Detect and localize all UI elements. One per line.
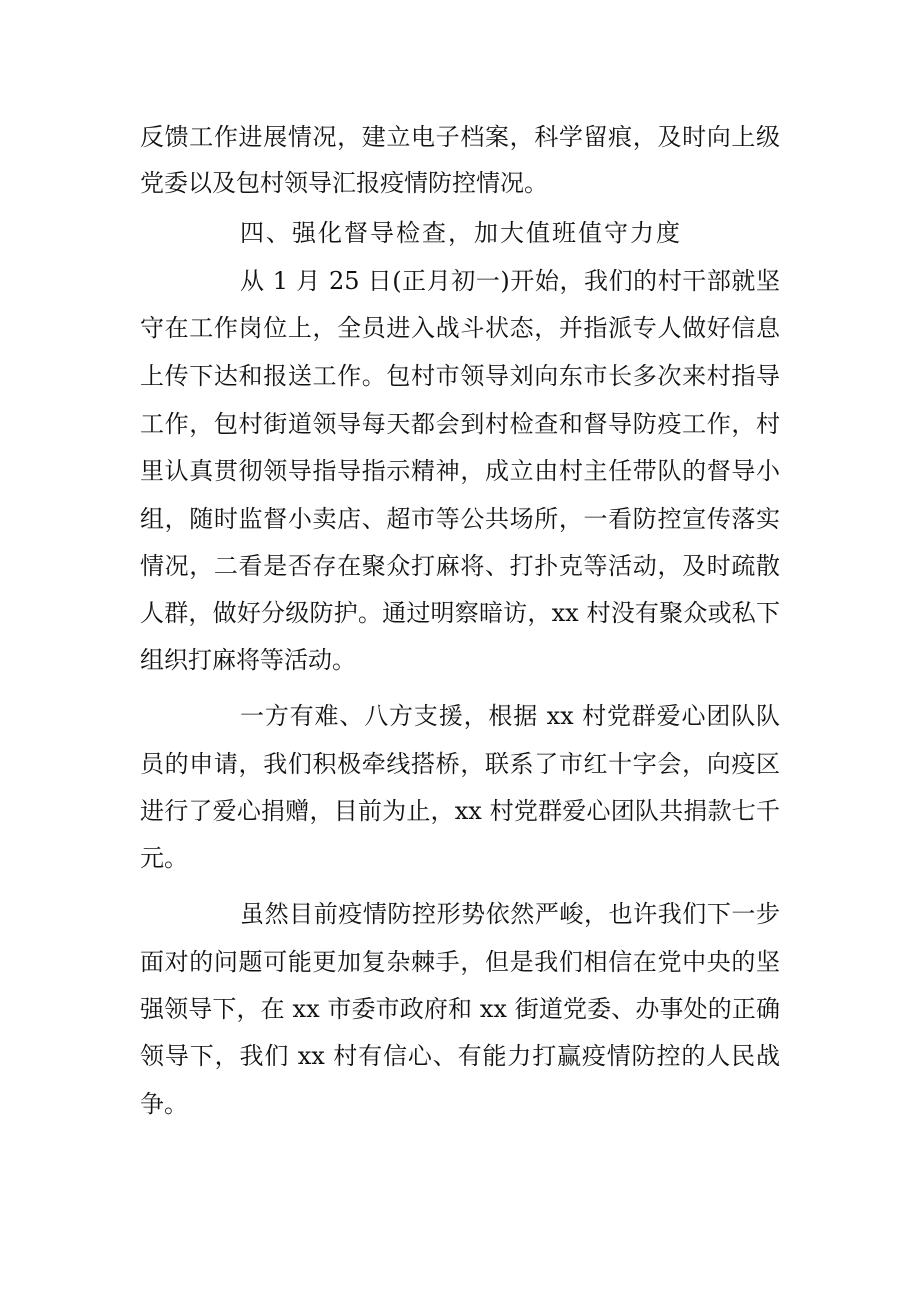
paragraph-4-line-5: 争。 <box>140 1090 188 1118</box>
paragraph-4-line-1: 虽然目前疫情防控形势依然严峻，也许我们下一步 <box>240 900 780 928</box>
paragraph-4-line-4: 领导下，我们 xx 村有信心、有能力打赢疫情防控的人民战 <box>140 1042 780 1070</box>
paragraph-2-line-4: 工作，包村街道领导每天都会到村检查和督导防疫工作，村 <box>140 410 780 438</box>
paragraph-2-line-3: 上传下达和报送工作。包村市领导刘向东市长多次来村指导 <box>140 362 780 390</box>
paragraph-3-line-3: 进行了爱心捐赠，目前为止，xx 村党群爱心团队共捐款七千 <box>140 797 780 825</box>
paragraph-2-line-2: 守在工作岗位上，全员进入战斗状态，并指派专人做好信息 <box>140 314 780 342</box>
paragraph-4-line-2: 面对的问题可能更加复杂棘手，但是我们相信在党中央的坚 <box>140 948 780 976</box>
paragraph-2-line-7: 情况，二看是否存在聚众打麻将、打扑克等活动，及时疏散 <box>140 552 780 580</box>
paragraph-2-line-9: 组织打麻将等活动。 <box>140 646 356 674</box>
paragraph-2-line-5: 里认真贯彻领导指导指示精神，成立由村主任带队的督导小 <box>140 457 780 485</box>
paragraph-3-line-1: 一方有难、八方支援，根据 xx 村党群爱心团队队 <box>240 702 780 730</box>
paragraph-4-line-3: 强领导下，在 xx 市委市政府和 xx 街道党委、办事处的正确 <box>140 995 780 1023</box>
paragraph-3-line-4: 元。 <box>140 844 188 872</box>
paragraph-2-line-6: 组，随时监督小卖店、超市等公共场所，一看防控宣传落实 <box>140 505 780 533</box>
paragraph-3-line-2: 员的申请，我们积极牵线搭桥，联系了市红十字会，向疫区 <box>140 750 780 778</box>
paragraph-2-line-8: 人群，做好分级防护。通过明察暗访，xx 村没有聚众或私下 <box>140 599 780 627</box>
paragraph-1-line-2: 党委以及包村领导汇报疫情防控情况。 <box>140 169 548 197</box>
section-heading-4: 四、强化督导检查，加大值班值守力度 <box>240 219 682 247</box>
paragraph-1-line-1: 反馈工作进展情况，建立电子档案，科学留痕，及时向上级 <box>140 123 780 151</box>
paragraph-2-line-1: 从 1 月 25 日(正月初一)开始，我们的村干部就坚 <box>240 267 780 295</box>
